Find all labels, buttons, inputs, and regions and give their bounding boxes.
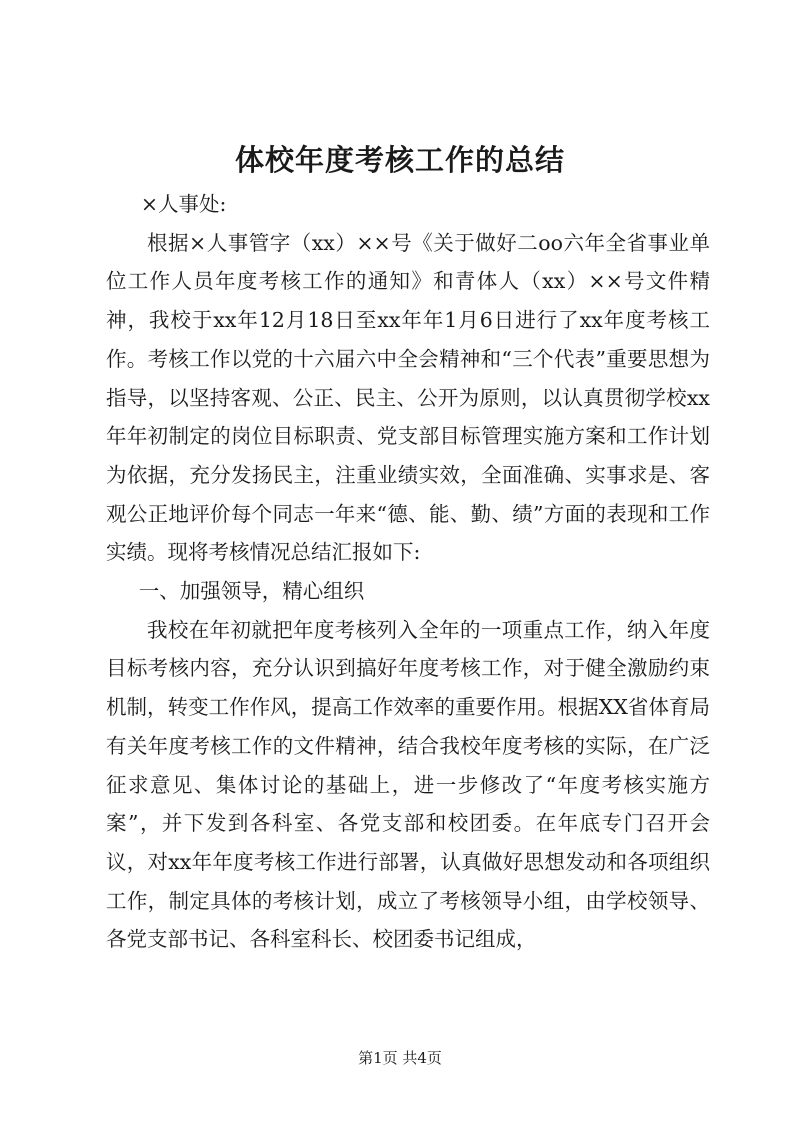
document-title: 体校年度考核工作的总结 xyxy=(234,143,565,177)
intro-paragraph: 根据×人事管字（xx）××号《关于做好二oo六年全省事业单位工作人员年度考核工作的通知》和青体人（xx）××号文件精神，我校于xx年12月18日至xx年年1月6日进行了xx年度考核工作。考核工作以党的十六届六中全会精神和“三个代表”重要思想为指导，以坚持客观、公正、民主、公开为原则，以认真贯彻学校xx年年初制定的岗位目标职责、党支部目标管理实施方案和工作计划为依据，充分发扬民主，注重业绩实效，全面准确、实事求是、客观公正地评价每个同志一年来“德、能、勤、绩”方面的表现和工作实绩。现将考核情况总结汇报如下: xyxy=(106,230,710,565)
page-footer: 第1页 共4页 xyxy=(358,1049,442,1067)
section-paragraph: 我校在年初就把年度考核列入全年的一项重点工作，纳入年度目标考核内容，充分认识到搞好年度考核工作，对于健全激励约束机制，转变工作作风，提高工作效率的重要作用。根据XX省体育局有关年度考核工作的文件精神，结合我校年度考核的实际，在广泛征求意见、集体讨论的基础上，进一步修改了“年度考核实施方案”，并下发到各科室、各党支部和校团委。在年底专门召开会议，对xx年年度考核工作进行部署，认真做好思想发动和各项组织工作，制定具体的考核计划，成立了考核领导小组，由学校领导、各党支部书记、各科室科长、校团委书记组成， xyxy=(106,617,710,952)
document-body xyxy=(106,185,710,959)
section-heading: 一、加强领导，精心组织 xyxy=(138,579,365,604)
salutation: ×人事处: xyxy=(140,192,227,216)
